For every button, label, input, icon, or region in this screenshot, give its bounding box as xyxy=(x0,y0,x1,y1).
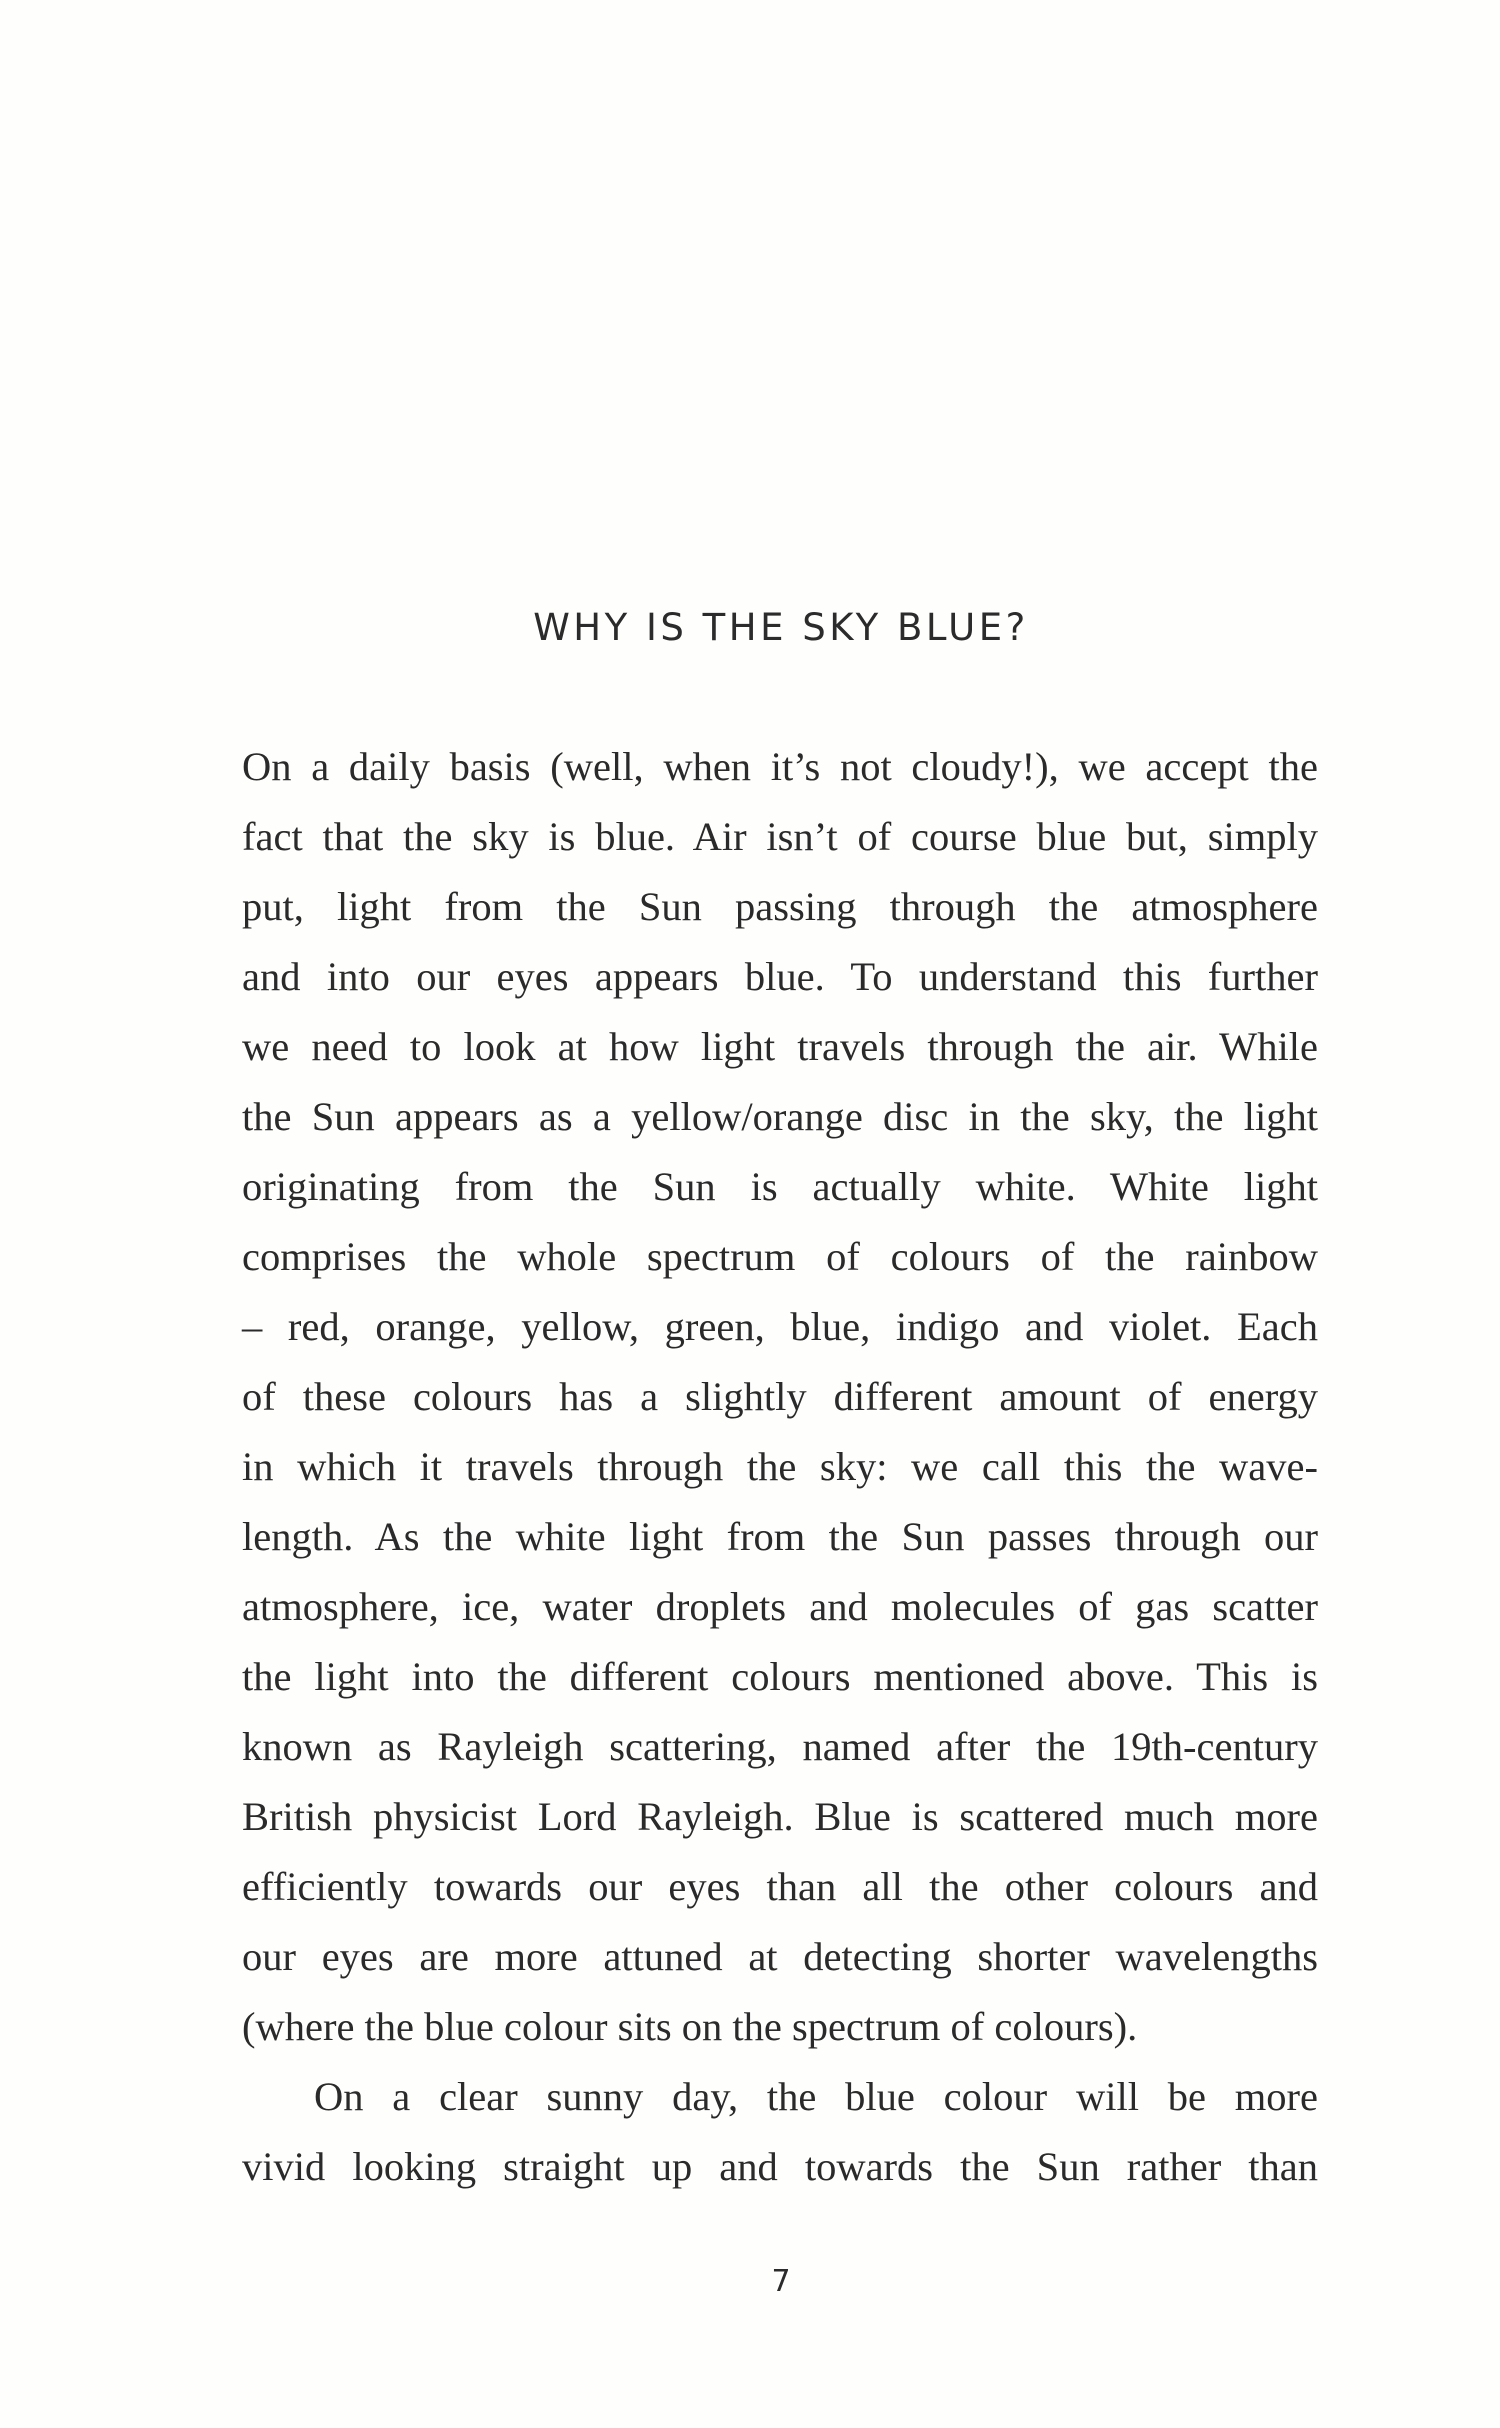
text-line: length. As the white light from the Sun passes through our xyxy=(242,1514,1318,1559)
text-line: On a clear sunny day, the blue colour will be more xyxy=(314,2074,1318,2119)
text-line: the Sun appears as a yellow/orange disc in the sky, the light xyxy=(242,1094,1318,1139)
text-line: in which it travels through the sky: we call this the wave- xyxy=(242,1444,1318,1489)
text-line: of these colours has a slightly different amount of energy xyxy=(242,1374,1318,1419)
page-number: 7 xyxy=(771,2264,791,2299)
text-line: comprises the whole spectrum of colours of the rainbow xyxy=(242,1234,1318,1279)
text-line: On a daily basis (well, when it’s not cloudy!), we accept the xyxy=(242,744,1318,789)
text-line: our eyes are more attuned at detecting shorter wavelengths xyxy=(242,1934,1318,1979)
text-line: – red, orange, yellow, green, blue, indigo and violet. Each xyxy=(242,1304,1318,1349)
text-line: (where the blue colour sits on the spectrum of colours). xyxy=(242,2004,1138,2049)
text-line: known as Rayleigh scattering, named after the 19th-century xyxy=(242,1724,1318,1769)
text-line: put, light from the Sun passing through the atmosphere xyxy=(242,884,1318,929)
chapter-title: WHY IS THE SKY BLUE? xyxy=(533,606,1029,649)
text-line: vivid looking straight up and towards the Sun rather than xyxy=(242,2144,1318,2189)
text-line: efficiently towards our eyes than all the other colours and xyxy=(242,1864,1318,1909)
text-line: British physicist Lord Rayleigh. Blue is scattered much more xyxy=(242,1794,1318,1839)
body-text xyxy=(242,732,1318,2202)
text-line: we need to look at how light travels through the air. While xyxy=(242,1024,1318,1069)
text-line: atmosphere, ice, water droplets and molecules of gas scatter xyxy=(242,1584,1318,1629)
text-line: originating from the Sun is actually white. White light xyxy=(242,1164,1318,1209)
text-line: the light into the different colours mentioned above. This is xyxy=(242,1654,1318,1699)
text-line: fact that the sky is blue. Air isn’t of course blue but, simply xyxy=(242,814,1318,859)
text-line: and into our eyes appears blue. To understand this further xyxy=(242,954,1318,999)
